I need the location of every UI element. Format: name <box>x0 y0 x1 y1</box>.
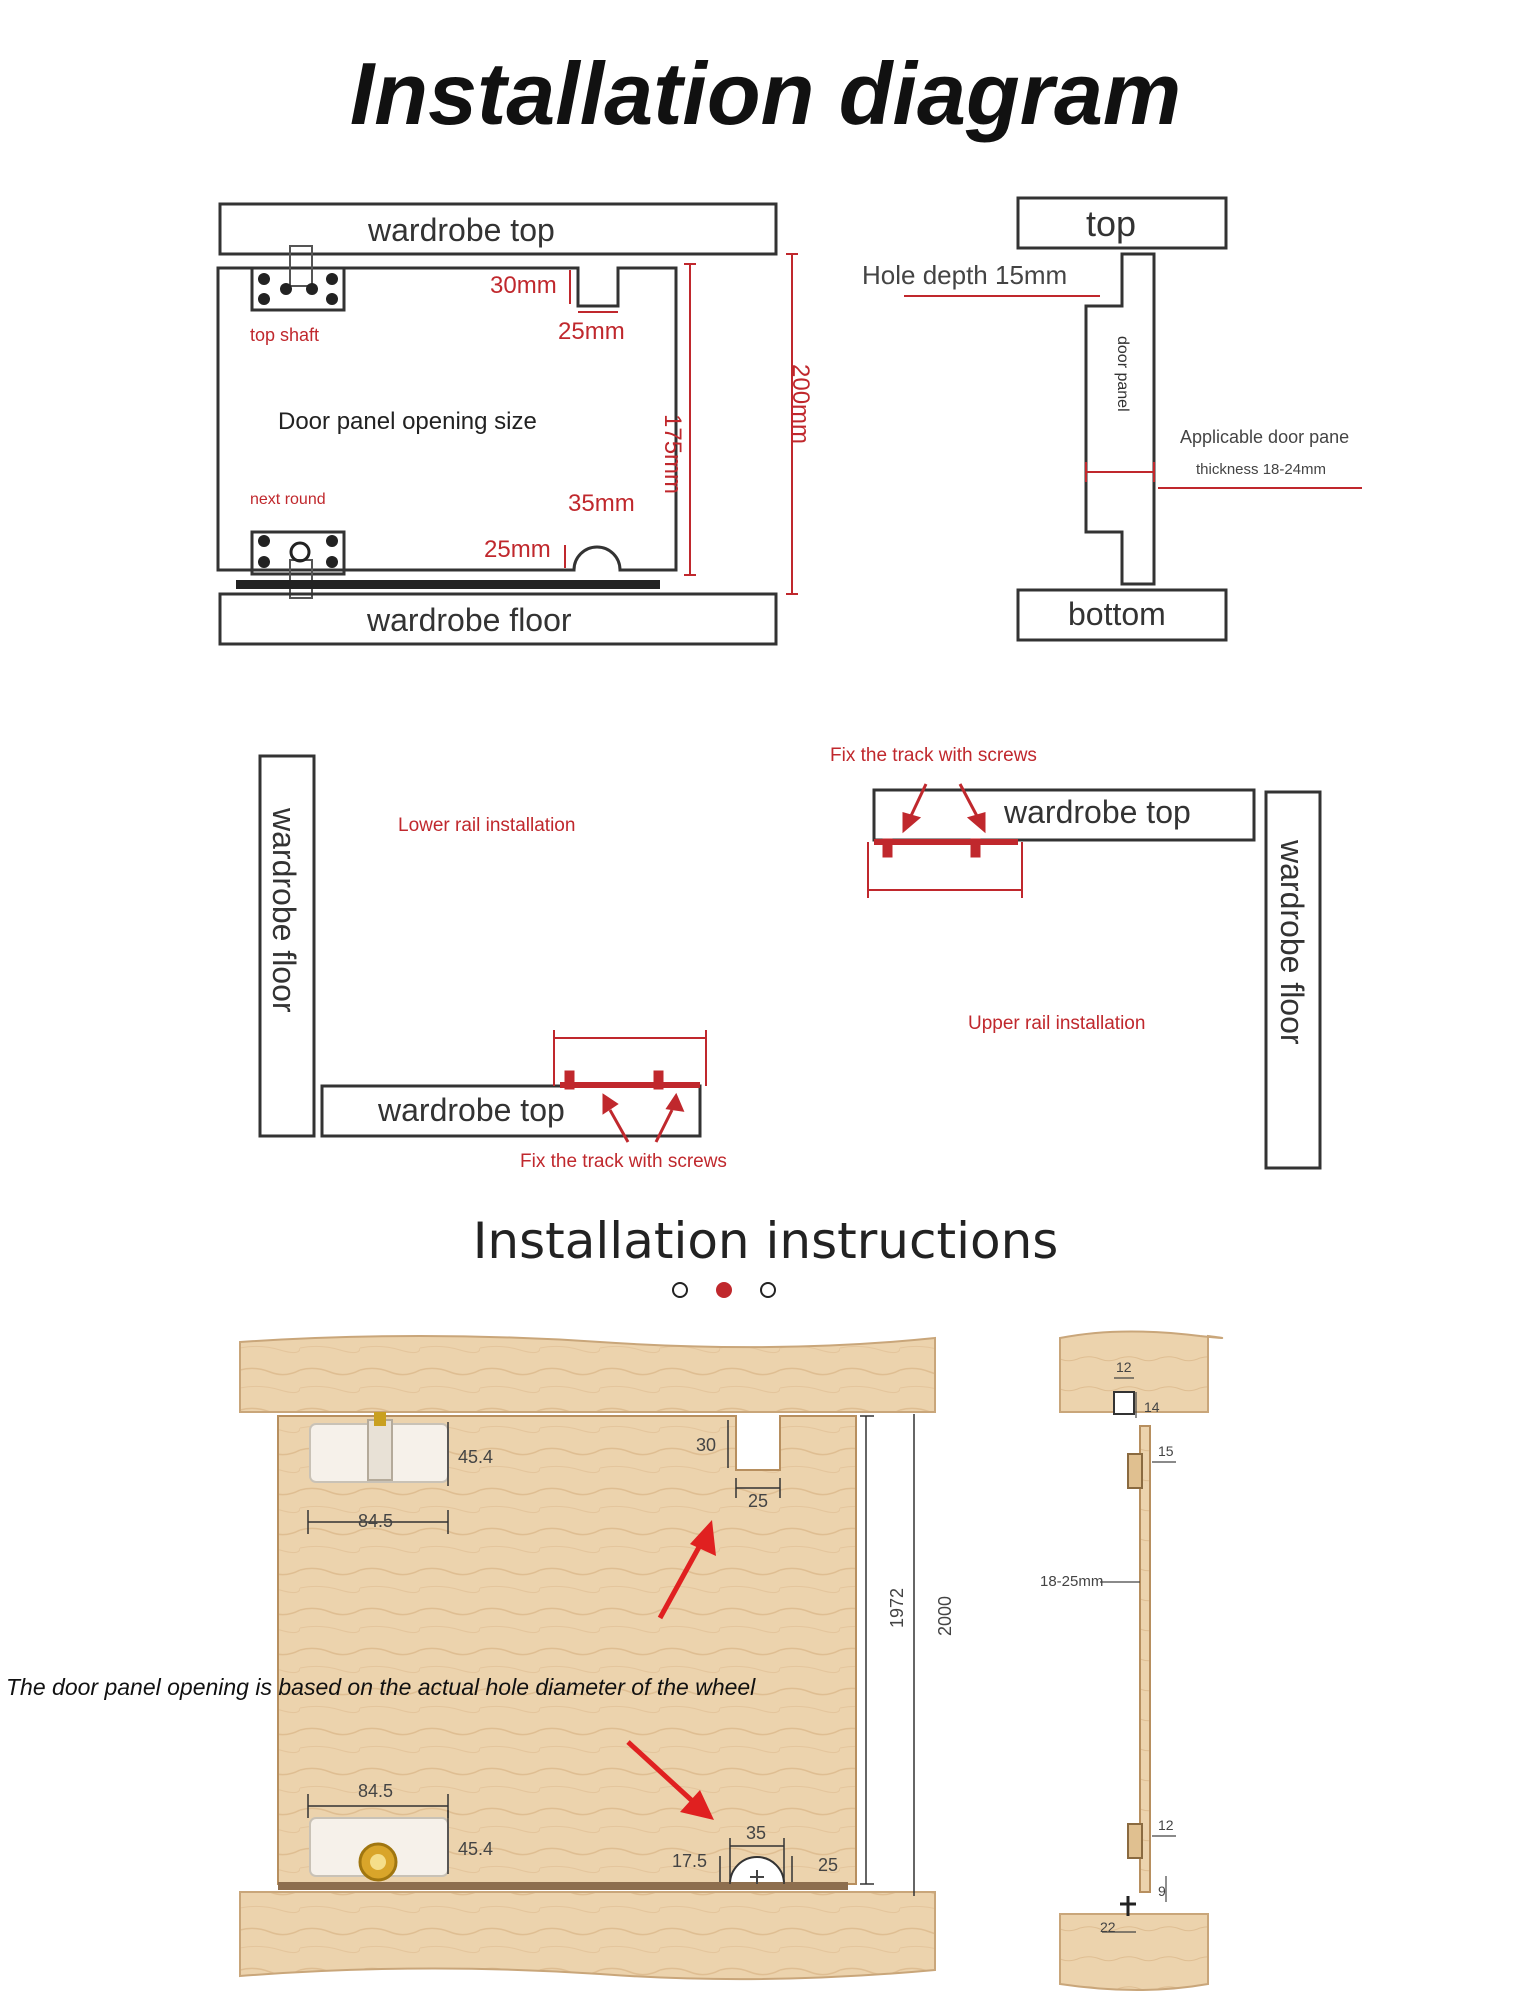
diagram-hole-depth <box>0 0 1531 700</box>
fix-track-label-lower: Fix the track with screws <box>520 1151 727 1172</box>
wardrobe-floor-label: wardrobe floor <box>367 602 572 638</box>
diagram-upper-rail <box>760 700 1531 1180</box>
fix-track-label-upper: Fix the track with screws <box>830 745 1037 766</box>
bottom-wood-board <box>240 1892 935 1979</box>
side-section-drawing <box>1040 1320 1531 2000</box>
page-title: Installation diagram <box>349 44 1182 143</box>
opening-size-label: Door panel opening size <box>278 408 537 435</box>
top-label: top <box>1086 203 1137 244</box>
carousel-dots <box>666 1280 786 1300</box>
applicable-thickness-line2: thickness 18-24mm <box>1196 461 1327 478</box>
lower-rail-label: Lower rail installation <box>398 815 576 836</box>
dim-2000: 2000 <box>935 1595 955 1636</box>
door-panel-label: door panel <box>1114 336 1131 412</box>
carousel-dot-2-active[interactable] <box>716 1282 732 1298</box>
side-dim-14: 14 <box>1144 1399 1160 1415</box>
bottom-rail <box>278 1882 848 1890</box>
side-dim-12-bottom: 12 <box>1158 1817 1174 1833</box>
wheel-hole-note: The door panel opening is based on the actual hole diameter of the wheel <box>6 1674 756 1700</box>
dim-25mm-bottom: 25mm <box>484 536 551 563</box>
bottom-label: bottom <box>1068 596 1166 632</box>
dim-84-5-top: 84.5 <box>358 1511 394 1531</box>
dim-25mm-top: 25mm <box>558 318 625 345</box>
side-door-panel <box>1140 1426 1150 1892</box>
side-bottom-board <box>1060 1914 1208 1990</box>
top-groove <box>1114 1392 1134 1414</box>
side-dim-9: 9 <box>1158 1883 1166 1899</box>
dim-45-4-bottom: 45.4 <box>458 1839 494 1859</box>
upper-rail-drawing <box>760 700 1531 1180</box>
top-hinge-pin <box>1128 1454 1142 1488</box>
side-top-board <box>1060 1331 1222 1415</box>
carousel-dot-3[interactable] <box>761 1283 775 1297</box>
rail-and-screws <box>560 1072 700 1088</box>
carousel-dot-1[interactable] <box>673 1283 687 1297</box>
dim-25-bottom: 25 <box>818 1855 839 1875</box>
dim-35: 35 <box>746 1823 767 1843</box>
dim-35mm: 35mm <box>568 490 635 517</box>
wardrobe-top-label: wardrobe top <box>368 212 555 248</box>
side-dim-15: 15 <box>1158 1443 1174 1459</box>
applicable-thickness-line1: Applicable door pane <box>1180 427 1350 447</box>
wardrobe-floor-label: wardrobe floor <box>266 808 302 1013</box>
rail-width-dim <box>554 1030 706 1086</box>
door-panel-section <box>1086 254 1154 584</box>
side-dim-18-25mm: 18-25mm <box>1040 1573 1104 1590</box>
hole-depth-label: Hole depth 15mm <box>862 260 1068 290</box>
thickness-dim <box>904 296 1362 488</box>
side-dim-22: 22 <box>1100 1919 1116 1935</box>
dim-45-4-top: 45.4 <box>458 1447 494 1467</box>
side-dim-12-top: 12 <box>1116 1359 1132 1375</box>
wardrobe-floor-label: wardrobe floor <box>1274 840 1310 1045</box>
top-wood-board <box>240 1336 935 1412</box>
hole-depth-drawing <box>0 0 1531 700</box>
dim-1972: 1972 <box>887 1587 907 1628</box>
carousel-dots-drawing <box>666 1280 786 1300</box>
dim-25-top: 25 <box>748 1491 769 1511</box>
dim-84-5-bottom: 84.5 <box>358 1781 394 1801</box>
door-panel <box>278 1416 856 1884</box>
dim-175mm: 175mm <box>659 414 686 495</box>
bottom-wheel-bracket <box>1128 1824 1142 1858</box>
side-section-view <box>1040 1320 1531 2000</box>
upper-rail-label: Upper rail installation <box>968 1013 1146 1034</box>
rail-and-screws <box>874 840 1018 856</box>
dim-17-5: 17.5 <box>672 1851 708 1871</box>
wardrobe-top-label: wardrobe top <box>1004 794 1191 830</box>
top-shaft-label: top shaft <box>250 325 320 345</box>
instructions-heading: Installation instructions <box>472 1212 1059 1270</box>
dim-30mm: 30mm <box>490 272 557 299</box>
next-round-label: next round <box>250 491 326 508</box>
diagram-lower-rail <box>0 700 760 1180</box>
bottom-wheel-plate <box>310 1818 448 1880</box>
wardrobe-top-label: wardrobe top <box>378 1092 565 1128</box>
dim-200mm: 200mm <box>787 364 814 445</box>
dim-30: 30 <box>696 1435 717 1455</box>
